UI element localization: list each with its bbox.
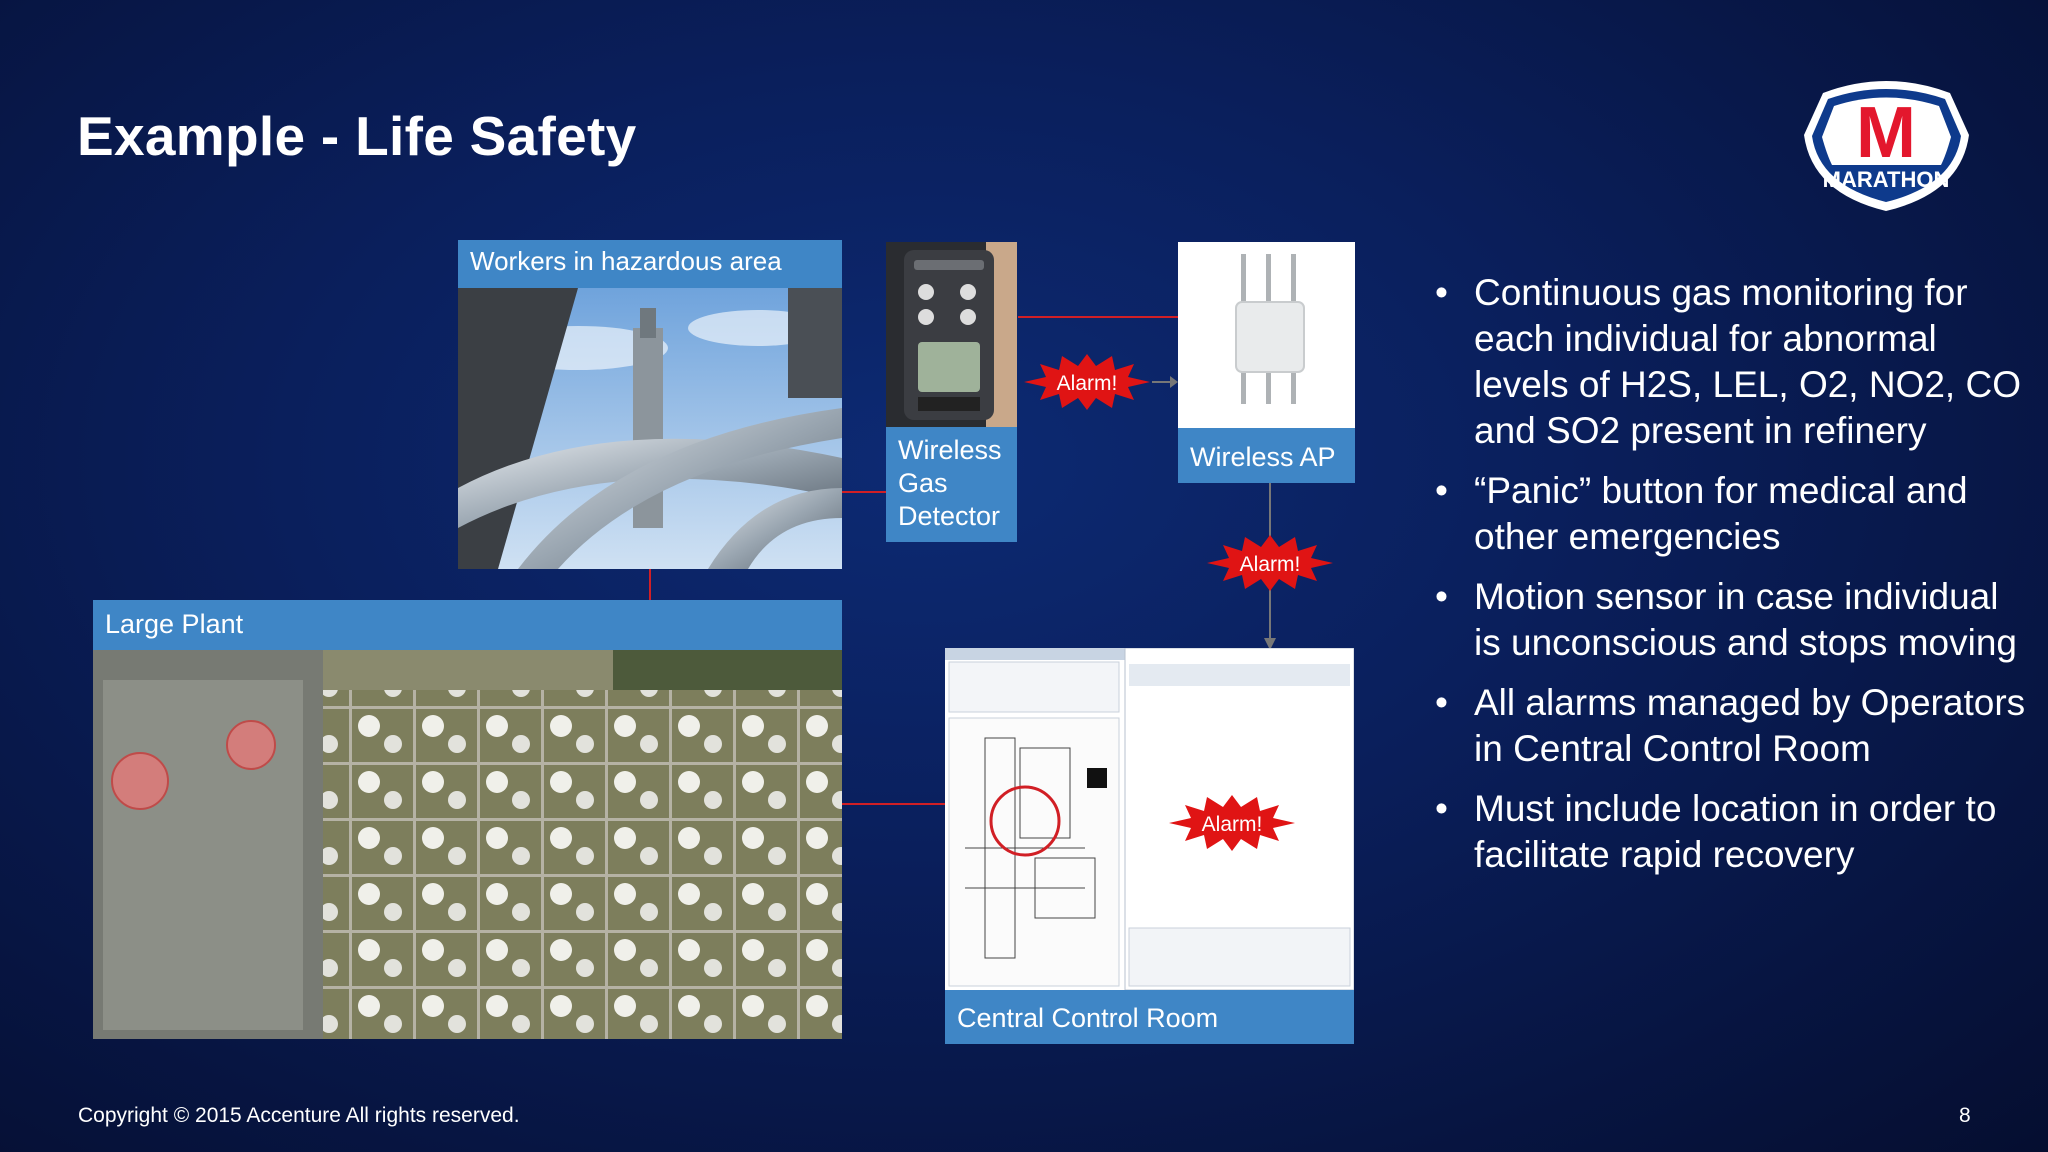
svg-text:MARATHON: MARATHON (1822, 167, 1950, 192)
bullet-list (1435, 270, 2035, 892)
bullet-item: • “Panic” button for medical and other emergencies (1435, 470, 1968, 557)
large-plant-label: Large Plant (93, 600, 842, 650)
page-number: 8 (1959, 1104, 1971, 1127)
bullet-item: • Must include location in order to facilitate rapid recovery (1435, 788, 1997, 875)
bullet-item: • All alarms managed by Operators in Central Control Room (1435, 682, 2026, 769)
refinery-photo (458, 288, 842, 569)
bullet-text: Motion sensor in case individual is unconscious and stops moving (1474, 576, 2017, 663)
wireless-ap-label: Wireless AP (1178, 433, 1355, 483)
alarm-burst-control-room (1167, 792, 1297, 854)
large-plant-panel (93, 600, 842, 1039)
bullet-text: All alarms managed by Operators in Central Control Room (1474, 682, 2026, 769)
wireless-ap-panel (1178, 242, 1355, 478)
detector-label-line-2: Gas (898, 468, 948, 498)
detector-panel (886, 242, 1017, 542)
bullet-item: • Motion sensor in case individual is unconscious and stops moving (1435, 576, 2017, 663)
bullet-text: Must include location in order to facilitate rapid recovery (1474, 788, 1997, 875)
svg-text:M: M (1856, 93, 1916, 173)
control-room-label: Central Control Room (945, 995, 1354, 1044)
bullet-text: “Panic” button for medical and other emergencies (1474, 470, 1968, 557)
detector-label-line-1: Wireless (898, 435, 1002, 465)
access-point-photo (1178, 242, 1355, 428)
bullet-text: Continuous gas monitoring for each individual for abnormal levels of H2S, LEL, O2, NO2, CO and SO2 present in refinery (1474, 272, 2021, 451)
alarm-text: Alarm! (1201, 813, 1263, 836)
plant-aerial-photo (93, 650, 842, 1039)
alarm-burst-detector-ap (1022, 352, 1152, 412)
slide-title: Example - Life Safety (77, 105, 637, 167)
alarm-text: Alarm! (1239, 553, 1301, 576)
workers-panel (458, 240, 842, 569)
gas-detector-photo (886, 242, 1017, 427)
alarm-burst-ap-control (1205, 533, 1335, 593)
bullet-item: • Continuous gas monitoring for each individual for abnormal levels of H2S, LEL, O2, NO2, CO and SO2 present in refinery (1435, 272, 2021, 451)
alarm-text: Alarm! (1056, 372, 1118, 395)
workers-label: Workers in hazardous area (458, 240, 842, 288)
detector-label-line-3: Detector (898, 501, 1001, 531)
copyright-footer: Copyright © 2015 Accenture All rights reserved. (78, 1104, 520, 1127)
